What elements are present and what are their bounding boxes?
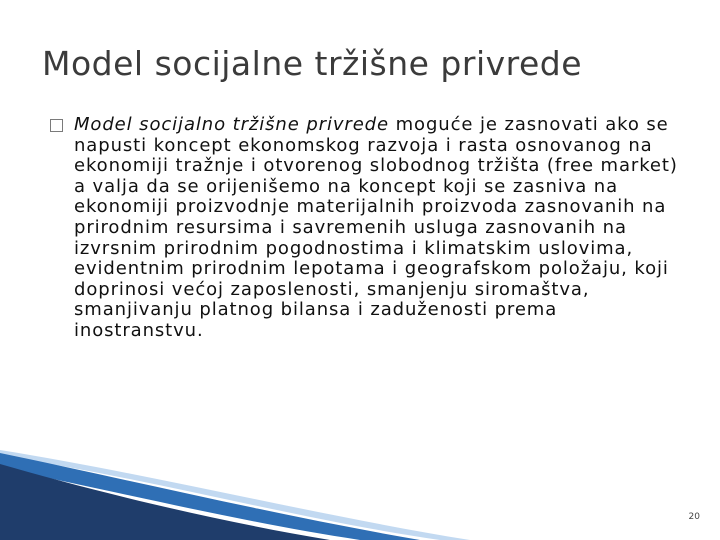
page-number: 20 bbox=[688, 512, 700, 522]
bullet-body: moguće je zasnovati ako se napusti koncept ekonomskog razvoja i rasta osnovanog na ekonomiji tražnje i otvorenog slobodnog tržišta (free market) a valja da se orijenišemo na koncept koji se zasniva na ekonomiji proizvodnje materijalnih proizvoda zasnovanih na prirodnim resursima i savremenih usluga zasnovanih na izvrsnim prirodnim pogodnostima i klimatskim uslovima, evidentnim prirodnim lepotama i geografskom položaju, koji doprinosi većoj zaposlenosti, smanjenju siromaštva, smanjivanju platnog bilansa i zaduženosti prema inostranstvu. bbox=[74, 114, 678, 341]
bullet-item bbox=[50, 115, 685, 342]
decorative-swoosh bbox=[0, 450, 720, 540]
square-bullet-icon bbox=[50, 119, 63, 132]
bullet-emphasis: Model socijalno tržišne privrede bbox=[74, 114, 389, 135]
slide-title: Model socijalne tržišne privrede bbox=[42, 44, 583, 83]
bullet-text bbox=[74, 115, 685, 342]
